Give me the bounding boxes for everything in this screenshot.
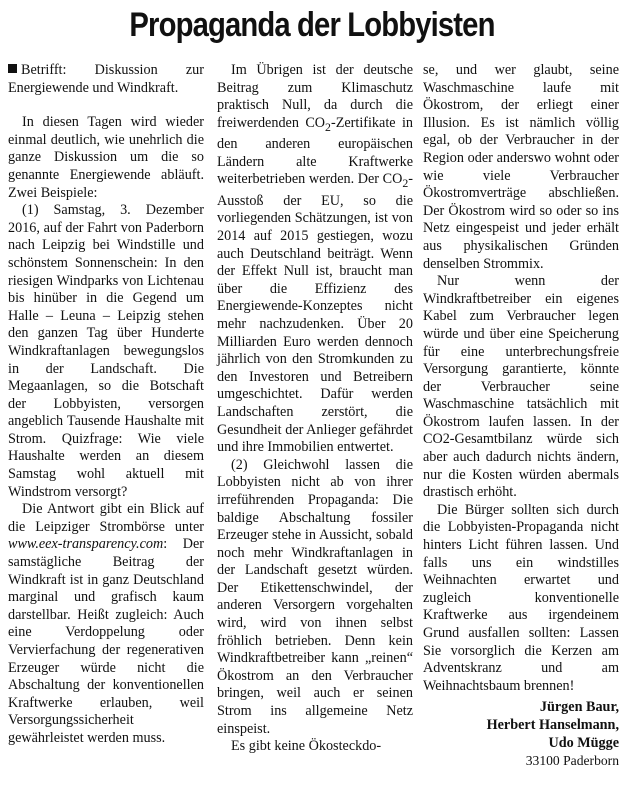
paragraph: Nur wenn der Windkraftbetreiber ein eigenes Kabel zum Verbraucher legen würde und über eine Speicherung für eine unterbrechungsfreie Versorgung garantierte, könnte der Verbraucher seine Waschmaschine tatsächlich mit Ökostrom laufen lassen. In der CO2-Gesamtbilanz würde sich aber auch dadurch nichts ändern, nur die Kosten würden abermals drastisch erhöht.	[423, 273, 619, 501]
paragraph: (1) Samstag, 3. Dezember 2016, auf der Fahrt von Paderborn nach Leipzig bei Windstille und schönstem Sonnenschein: In den riesigen Windparks von Lichtenau bis hinüber in die Gegend um Halle – Leuna – Leipzig stehen den ganzen Tag über Hunderte Windkraftanlagen bewegungslos in der Landschaft. Die Megaanlagen, so die Botschaft der Lobbyisten, versorgen angeblich Tausende Haushalte mit Strom. Quizfrage: Wie viele Haushalte werden an diesem Samstag wohl aktuell mit Windstrom versorgt?	[8, 202, 204, 500]
column-1	[8, 62, 204, 748]
paragraph-text: -Zertifikate in den anderen europäischen Ländern alte Kraftwerke weiterbetrieben werden. Der CO	[217, 114, 413, 188]
signature-name: Herbert Hanselmann,	[486, 716, 619, 733]
signature-name: Jürgen Baur,	[539, 699, 619, 716]
signature-city: 33100 Paderborn	[525, 753, 619, 769]
paragraph: Die Bürger sollten sich durch die Lobbyisten-Propaganda nicht hinters Licht führen lassen. Und falls uns ein windstilles Weihnachten erwartet und zugleich konventionelle Kraftwerke aus irgendeinem Grund ausfallen sollten: Lassen Sie vorsorglich die Kerzen am Adventskranz und am Weihnachtsbaum brennen!	[423, 501, 619, 694]
paragraph-text: Im Übrigen ist der deutsche Beitrag zum Klimaschutz praktisch Null, da durch die freiwerdenden CO	[217, 62, 413, 131]
signature-name: Udo Mügge	[548, 734, 619, 751]
subscript: 2	[325, 119, 331, 134]
signature-block	[423, 699, 619, 769]
subscript: 2	[402, 176, 409, 191]
paragraph: Es gibt keine Ökosteckdo-	[231, 738, 382, 755]
column-3	[423, 62, 619, 770]
paragraph-text: Die Antwort gibt ein Blick auf die Leipziger Strombörse unter	[8, 501, 204, 535]
column-2	[217, 62, 413, 756]
subject-text: Betrifft: Diskussion zur Energiewende und Windkraft.	[8, 62, 204, 96]
paragraph: se, und wer glaubt, seine Waschmaschine laufe mit Ökostrom, der erliegt einer Illusion. Es ist nämlich völlig egal, ob der Verbraucher in der Region oder anderswo wohnt oder wie viele Verbraucher Ökostromverträge abschließen. Der Ökostrom wird so oder so ins Netz eingespeist und jeder erhält aus physikalischen Gründen denselben Strommix.	[423, 62, 619, 272]
paragraph-text: -Ausstoß der EU, so die vorliegenden Schätzungen, ist von 2014 auf 2015 gestiegen, wozu auch Deutschland beiträgt. Wenn der Effekt Null ist, braucht man über die Effizienz des Energiewende-Konzeptes nicht mehr nachzudenken. Über 20 Milliarden Euro werden dennoch jährlich von den Stromkunden zu den Investoren und Betreibern umgeschichtet. Dafür werden Landschaften zerstört, die Gesundheit der Anlieger gefährdet und ihre Immobilien entwertet.	[217, 171, 413, 456]
url-text: www.eex-transparency.com	[8, 536, 164, 553]
paragraph	[217, 62, 413, 457]
subject-line	[8, 62, 204, 97]
headline: Propaganda der Lobbyisten	[129, 6, 495, 44]
paragraph: (2) Gleichwohl lassen die Lobbyisten nicht ab von ihrer irreführenden Propaganda: Die baldige Abschaltung fossiler Erzeuger stehe in Aussicht, sobald noch mehr Windkraftanlagen in der Landschaft gesetzt würden. Der Etikettenschwindel, der anderen Versorgern vorgehalten wird, wird von ihnen selbst fröhlich betrieben. Denn kein Windkraftbetreiber kann „reinen“ Ökostrom an den Verbraucher bringen, weil auch er seinen Strom ins allgemeine Netz einspeist.	[217, 456, 413, 737]
square-bullet-icon	[8, 64, 17, 73]
paragraph: In diesen Tagen wird wieder einmal deutlich, wie unehrlich die ganze Diskussion um die so genannte Energiewende abläuft. Zwei Beispiele:	[8, 114, 204, 201]
paragraph-text: : Der samstägliche Beitrag der Windkraft ist in ganz Deutschland marginal und grafisch kaum darstellbar. Heißt zugleich: Auch eine Verdoppelung oder Vervierfachung der regenerativen Erzeuger würde nicht die Abschaltung der konventionellen Kraftwerke erlauben, weil Versorgungssicherheit gewährleistet werden muss.	[8, 536, 204, 746]
paragraph	[8, 501, 204, 747]
